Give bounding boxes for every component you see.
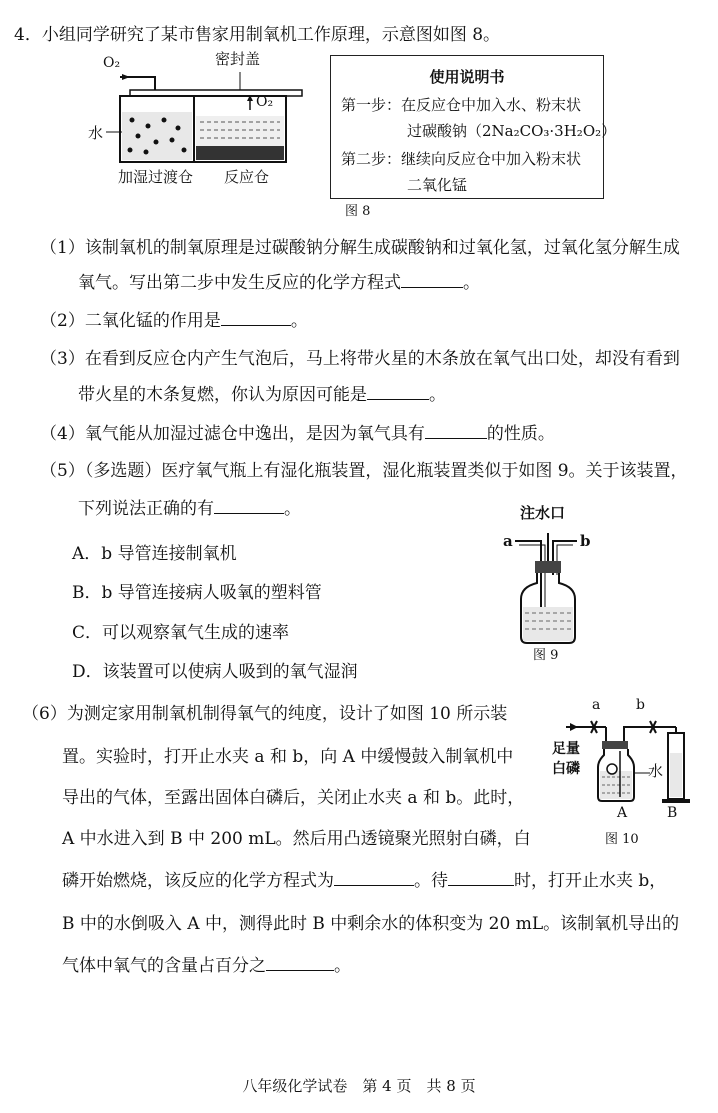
fig10-phosphorus-label-2: 白磷: [552, 761, 580, 777]
q1-answer-blank[interactable]: [401, 287, 463, 288]
manual-line-2: 过碳酸钠（2Na₂CO₃·3H₂O₂）: [407, 122, 617, 140]
q5-answer-blank[interactable]: [214, 513, 284, 514]
q2-line: [40, 306, 308, 331]
q5-text: 下列说法正确的有: [78, 499, 214, 519]
fig10-caption: 图 10: [605, 832, 639, 847]
fig8-caption: 图 8: [345, 204, 371, 219]
q3-text: 带火星的木条复燃，你认为原因可能是: [78, 385, 367, 405]
fig10-a-label: a: [592, 697, 601, 713]
q1-line-1: （1）该制氧机的制氧原理是过碳酸钠分解生成碳酸钠和过氧化氢，过氧化氢分解生成: [40, 238, 680, 258]
fig8-lid-label: 密封盖: [215, 50, 261, 68]
fig10-phosphorus-label-1: 足量: [552, 741, 580, 757]
q5-option-c[interactable]: C．可以观察氧气生成的速率: [72, 623, 290, 643]
q1-text: 氧气。写出第二步中发生反应的化学方程式: [78, 273, 401, 293]
q5-option-b[interactable]: B．b 导管连接病人吸氧的塑料管: [72, 583, 322, 603]
figure-10-apparatus: [558, 705, 708, 815]
page-footer: 八年级化学试卷 第 4 页 共 8 页: [242, 1077, 476, 1095]
fig8-o2-out-label: O₂: [103, 55, 121, 71]
q6-text-5c: 时，打开止水夹 b，: [514, 871, 667, 891]
q6-end: 。: [334, 956, 351, 976]
q1-line-2: [78, 268, 480, 293]
fig9-caption: 图 9: [533, 648, 559, 663]
q6-line-2: 置。实验时，打开止水夹 a 和 b，向 A 中缓慢鼓入制氧机中: [62, 747, 514, 767]
q2-text: （2）二氧化锰的作用是: [40, 311, 221, 331]
question-4-intro: 4．小组同学研究了某市售家用制氧机工作原理，示意图如图 8。: [14, 25, 501, 45]
q6-text-5b: 。待: [414, 871, 448, 891]
q3-line-2: [78, 380, 446, 405]
q4-line: [40, 419, 555, 444]
q6-line-6: B 中的水倒吸入 A 中，测得此时 B 中剩余水的体积变为 20 mL。该制氧机导出的: [62, 914, 680, 934]
manual-line-1: 第一步：在反应仓中加入水、粉末状: [341, 96, 582, 114]
q6-line-4: A 中水进入到 B 中 200 mL。然后用凸透镜聚光照射白磷，白: [62, 829, 531, 849]
q2-answer-blank[interactable]: [221, 325, 291, 326]
q6-percent-blank[interactable]: [266, 970, 334, 971]
q3-end: 。: [429, 385, 446, 405]
q5-end: 。: [284, 499, 301, 519]
fig8-reaction-label: 反应仓: [224, 168, 270, 186]
fig8-o2-inner-label: O₂: [256, 94, 274, 110]
fig10-b-label: b: [636, 697, 645, 713]
fig9-b-label: b: [580, 532, 591, 550]
q4-text: （4）氧气能从加湿过滤仓中逸出，是因为氧气具有: [40, 424, 425, 444]
q6-text-7: 气体中氧气的含量占百分之: [62, 956, 266, 976]
fig8-water-label: 水: [88, 124, 104, 142]
manual-line-3: 第二步：继续向反应仓中加入粉末状: [341, 150, 582, 168]
q4-end: 的性质。: [486, 424, 555, 444]
q5-option-a[interactable]: A．b 导管连接制氧机: [72, 544, 237, 564]
q6-text-5a: 磷开始燃烧，该反应的化学方程式为: [62, 871, 334, 891]
manual-title: 使用说明书: [429, 68, 505, 86]
fig8-humidify-label: 加湿过渡仓: [118, 168, 194, 186]
q2-end: 。: [290, 311, 308, 331]
q4-answer-blank[interactable]: [425, 438, 487, 439]
figure-9-humidifier-bottle: [515, 525, 605, 645]
q5-line-2: [78, 494, 301, 519]
q6-line-1: （6）为测定家用制氧机制得氧气的纯度，设计了如图 10 所示装: [22, 704, 508, 724]
q6-line-3: 导出的气体，至露出固体白磷后，关闭止水夹 a 和 b。此时，: [62, 788, 525, 808]
instruction-manual-box: [330, 55, 617, 199]
fig10-B-label: B: [667, 805, 678, 821]
q6-condition-blank[interactable]: [448, 885, 514, 886]
q1-end: 。: [463, 273, 480, 293]
q6-equation-blank[interactable]: [334, 885, 414, 886]
q3-answer-blank[interactable]: [367, 399, 429, 400]
q6-line-7: [62, 951, 351, 976]
manual-line-4: 二氧化锰: [407, 176, 468, 194]
fig9-inlet-label: 注水口: [520, 504, 566, 522]
q6-line-5: [62, 866, 666, 891]
q5-line-1: （5）（多选题）医疗氧气瓶上有湿化瓶装置，湿化瓶装置类似于如图 9。关于该装置，: [40, 461, 688, 481]
fig10-water-label: 水: [648, 762, 664, 780]
q3-line-1: （3）在看到反应仓内产生气泡后，马上将带火星的木条放在氧气出口处，却没有看到: [40, 349, 680, 369]
q5-option-d[interactable]: D．该装置可以使病人吸到的氧气湿润: [72, 662, 358, 682]
fig9-a-label: a: [503, 532, 513, 550]
fig10-A-label: A: [617, 805, 628, 821]
